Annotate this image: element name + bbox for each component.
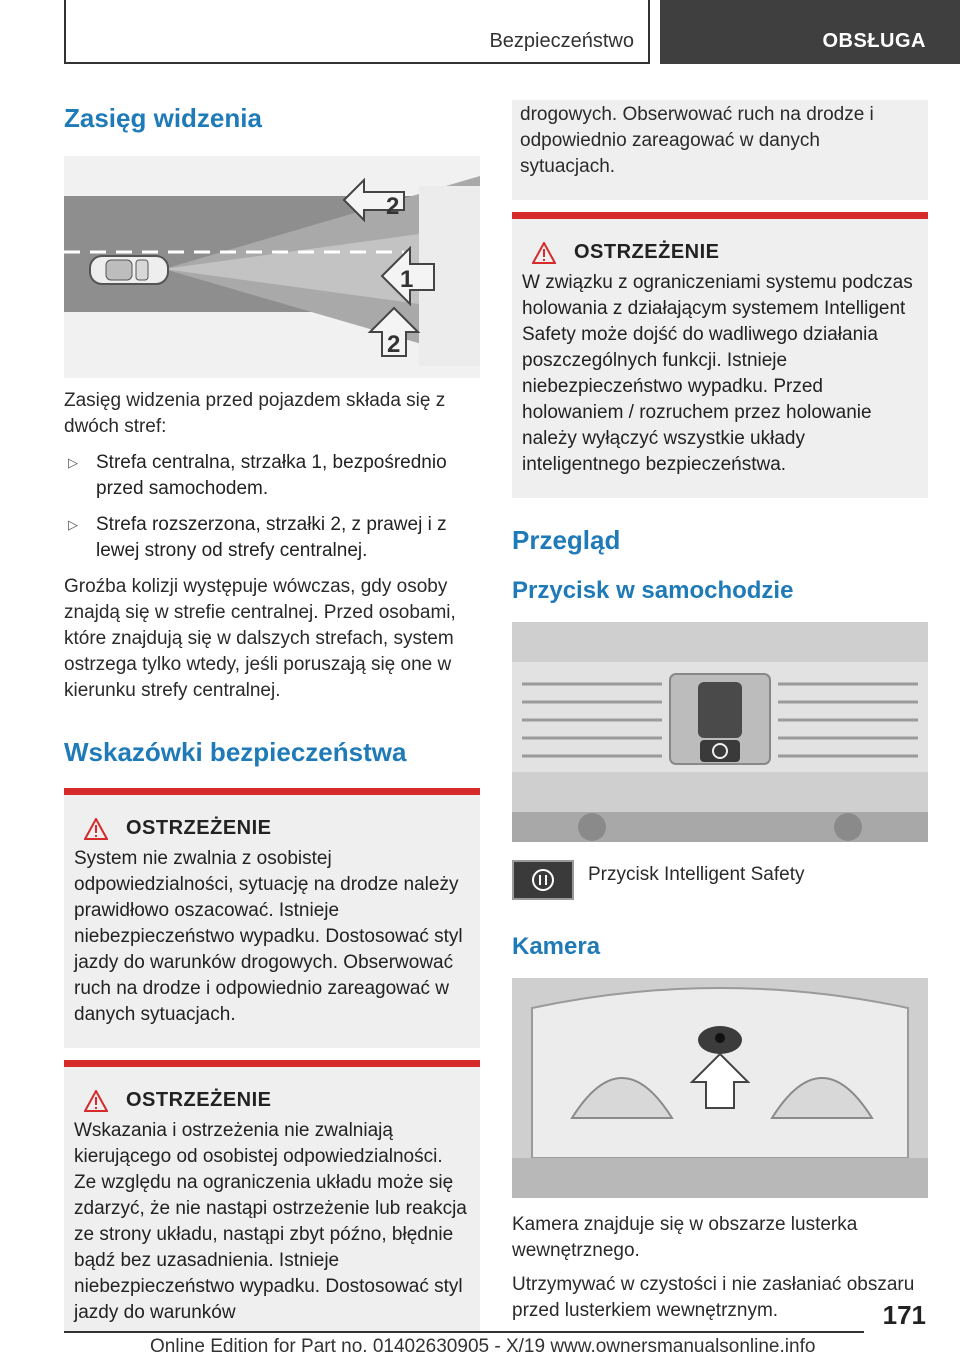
triangle-bullet-icon: ▷ xyxy=(68,517,78,532)
heading-overview: Przegląd xyxy=(512,525,621,555)
list-item xyxy=(64,512,480,564)
warning-triangle-icon xyxy=(532,242,556,264)
warning-title: OSTRZEŻENIE xyxy=(126,1089,272,1111)
warning-text-continued: drogowych. Obserwować ruch na drodze i odpowiednio zareagować w danych sytuacjach. xyxy=(520,104,874,177)
camera-photo xyxy=(512,978,928,1198)
warning-text: Wskazania i ostrzeżenia nie zwalniają kierującego od osobistej odpowiedzialności. Ze względu na ograniczenia układu może się zdarzyć, że nie nastąpi ostrzeżenie lub reakcja ze strony układu, nastąpi zbyt późno, błędnie bądź bez uzasadnienia. Istnieje niebezpieczeństwo wypadku. Dostosować styl jazdy do warunków xyxy=(74,1120,467,1323)
zones-list xyxy=(64,450,480,564)
footer-rule xyxy=(64,1331,864,1333)
windshield-camera-illustration xyxy=(512,978,928,1198)
right-column xyxy=(512,100,928,1324)
warning-text: System nie zwalnia z osobistej odpowiedzialności, sytuację na drodze należy prawidłowo oszacować. Istnieje niebezpieczeństwo wypadku. Dostosować styl jazdy do warunków drogowych. Obserwować ruch na drodze i odpowiednio zareagować w danych sytuacjach. xyxy=(74,848,463,1025)
heading-view-range: Zasięg widzenia xyxy=(64,103,262,133)
button-photo xyxy=(512,622,928,842)
intelligent-safety-icon xyxy=(512,860,574,900)
collision-paragraph: Groźba kolizji występuje wówczas, gdy osoby znajdą się w strefie centralnej. Przed osobami, które znajdują się w dalszych strefach, system ostrzega tylko wtedy, jeśli poruszają się one w kierunku strefy centralnej. xyxy=(64,576,456,701)
chapter-tab-label: OBSŁUGA xyxy=(822,30,926,52)
warning-box-2-continued xyxy=(512,100,928,200)
button-caption: Przycisk Intelligent Safety xyxy=(588,864,805,885)
camera-paragraph-1: Kamera znajduje się w obszarze lusterka wewnętrznego. xyxy=(512,1214,858,1261)
section-title: Bezpieczeństwo xyxy=(489,30,634,52)
warning-title: OSTRZEŻENIE xyxy=(574,241,720,263)
chapter-tab xyxy=(660,0,960,64)
warning-title: OSTRZEŻENIE xyxy=(126,817,272,839)
warning-triangle-icon xyxy=(84,818,108,840)
list-item-text: Strefa centralna, strzałka 1, bezpośrednio przed samochodem. xyxy=(96,452,447,499)
label-2-bottom: 2 xyxy=(387,331,401,358)
dashboard-button-illustration xyxy=(512,622,928,842)
warning-box-2 xyxy=(64,1060,480,1332)
button-legend-row xyxy=(512,860,928,900)
label-2-top: 2 xyxy=(386,193,400,220)
heading-safety-notes: Wskazówki bezpieczeństwa xyxy=(64,737,407,767)
view-range-figure xyxy=(64,156,480,378)
left-column xyxy=(64,100,480,1332)
list-item-text: Strefa rozszerzona, strzałki 2, z prawej i z lewej strony od strefy centralnej. xyxy=(96,514,447,561)
page-number: 171 xyxy=(882,1300,926,1330)
warning-box-3 xyxy=(512,212,928,498)
warning-box-1 xyxy=(64,788,480,1048)
header-frame xyxy=(64,0,650,64)
footer-edition: Online Edition for Part no. 01402630905 - X/19 www.ownersmanualsonline.info xyxy=(150,1336,816,1357)
view-range-diagram xyxy=(64,156,480,378)
label-1: 1 xyxy=(400,266,414,293)
car-icon xyxy=(90,256,168,284)
heading-camera: Kamera xyxy=(512,933,601,960)
warning-triangle-icon xyxy=(84,1090,108,1112)
camera-paragraph-2: Utrzymywać w czystości i nie zasłaniać obszaru przed lusterkiem wewnętrznym. xyxy=(512,1274,915,1321)
intro-paragraph: Zasięg widzenia przed pojazdem składa się z dwóch stref: xyxy=(64,390,446,437)
heading-button-in-car: Przycisk w samochodzie xyxy=(512,577,794,604)
triangle-bullet-icon: ▷ xyxy=(68,455,78,470)
list-item xyxy=(64,450,480,502)
warning-text: W związku z ograniczeniami systemu podczas holowania z działającym systemem Intelligent Safety może dojść do wadliwego działania poszczególnych funkcji. Istnieje niebezpieczeństwo wypadku. Przed holowaniem / rozruchem przez holowanie należy wyłączyć wszystkie układy inteligentnego bezpieczeństwa. xyxy=(522,272,913,475)
